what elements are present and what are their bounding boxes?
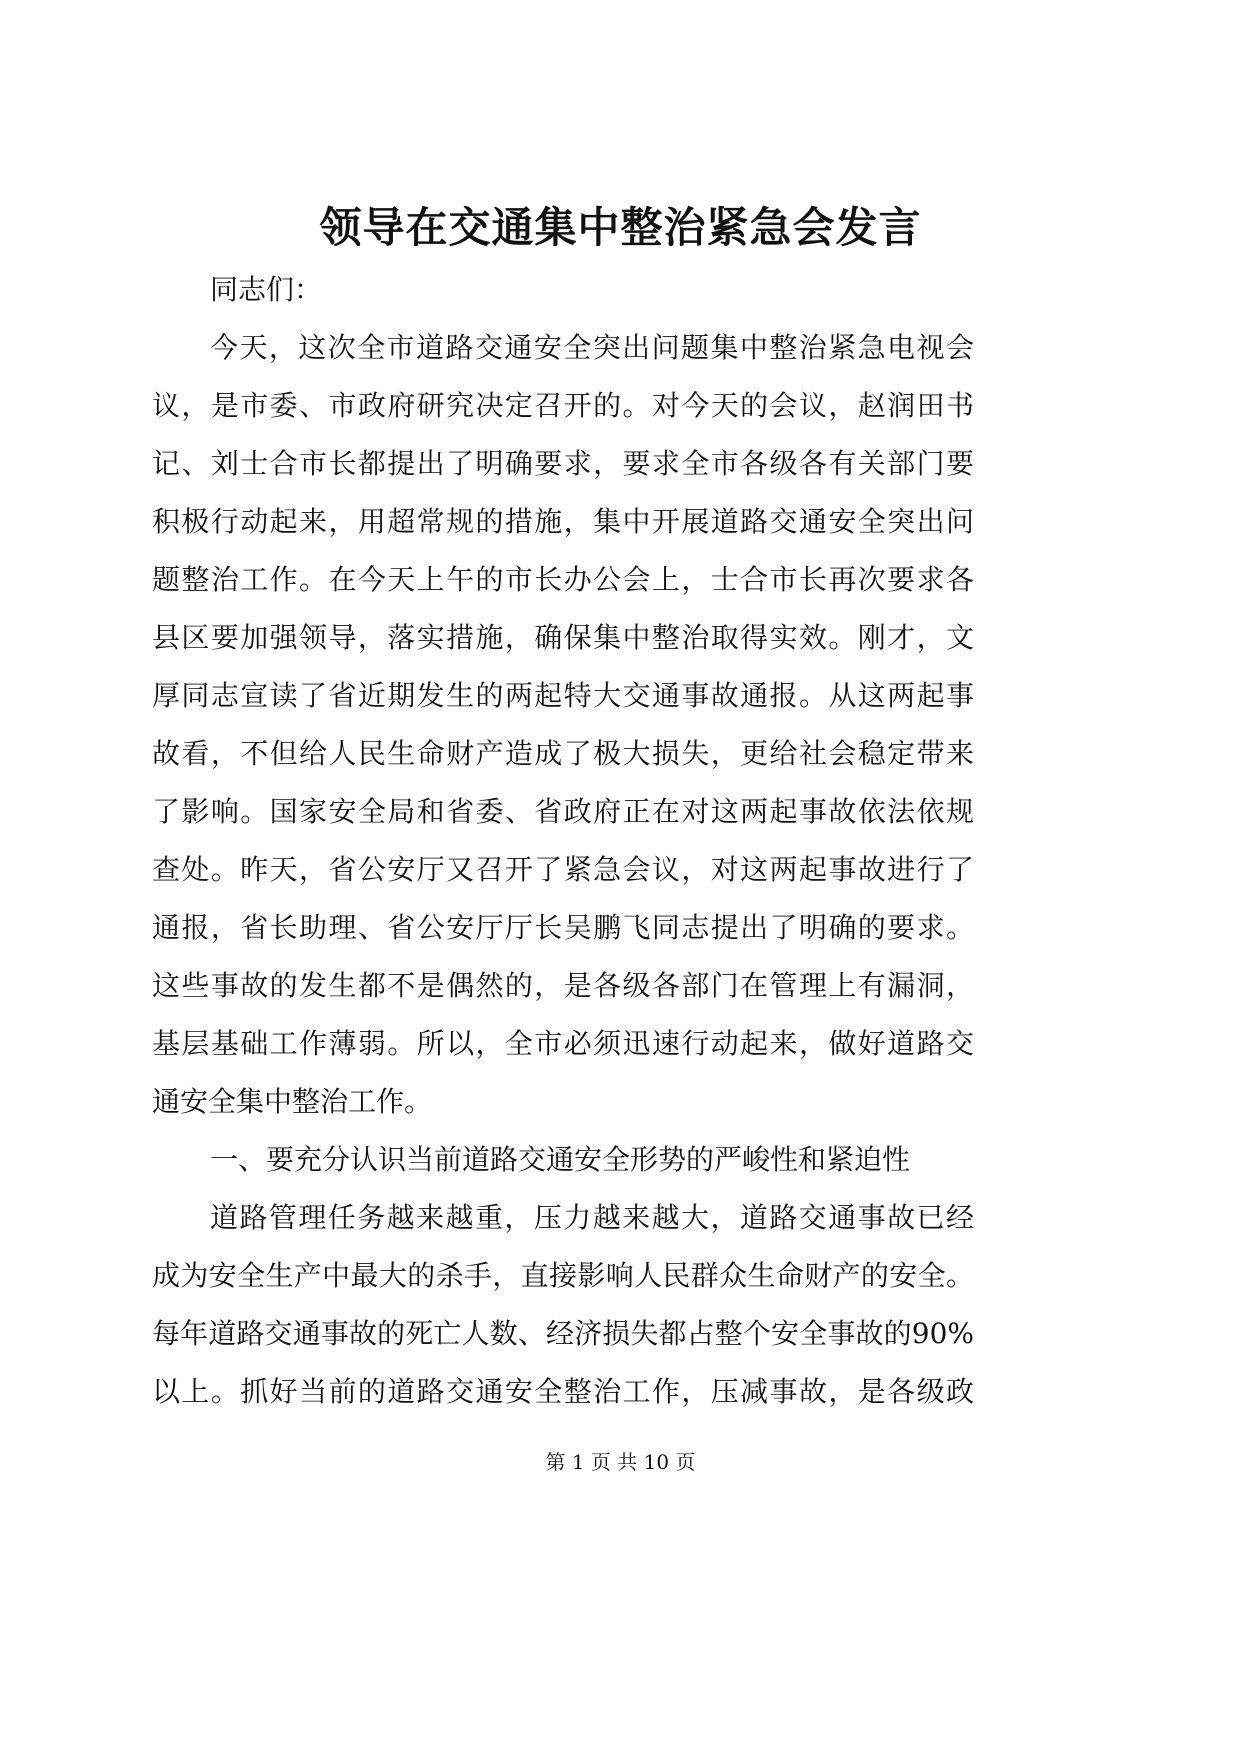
paragraph-line: 议，是市委、市政府研究决定召开的。对今天的会议，赵润田书 (152, 389, 974, 422)
paragraph-line: 查处。昨天，省公安厅又召开了紧急会议，对这两起事故进行了 (152, 853, 974, 886)
paragraph-line: 基层基础工作薄弱。所以，全市必须迅速行动起来，做好道路交 (152, 1027, 974, 1060)
paragraph-line: 了影响。国家安全局和省委、省政府正在对这两起事故依法依规 (152, 795, 974, 828)
paragraph-line: 每年道路交通事故的死亡人数、经济损失都占整个安全事故的90% (152, 1317, 974, 1350)
paragraph-line: 通安全集中整治工作。 (152, 1085, 433, 1118)
paragraph-line: 今天，这次全市道路交通安全突出问题集中整治紧急电视会 (210, 331, 974, 364)
document-title: 领导在交通集中整治紧急会发言 (319, 203, 922, 252)
paragraph-line: 题整治工作。在今天上午的市长办公会上，士合市长再次要求各 (152, 563, 974, 596)
paragraph-line: 道路管理任务越来越重，压力越来越大，道路交通事故已经 (210, 1201, 974, 1234)
page-footer: 第 1 页 共 10 页 (545, 1450, 696, 1474)
paragraph-line: 故看，不但给人民生命财产造成了极大损失，更给社会稳定带来 (152, 737, 974, 770)
paragraph-line: 通报，省长助理、省公安厅厅长吴鹏飞同志提出了明确的要求。 (152, 911, 974, 944)
paragraph-line: 厚同志宣读了省近期发生的两起特大交通事故通报。从这两起事 (152, 679, 974, 712)
section-heading: 一、要充分认识当前道路交通安全形势的严峻性和紧迫性 (210, 1143, 911, 1176)
paragraph-line: 积极行动起来，用超常规的措施，集中开展道路交通安全突出问 (152, 505, 974, 538)
paragraph-line: 以上。抓好当前的道路交通安全整治工作，压减事故，是各级政 (152, 1375, 974, 1408)
paragraph-line: 县区要加强领导，落实措施，确保集中整治取得实效。刚才，文 (152, 621, 974, 654)
salutation: 同志们： (210, 273, 323, 306)
document-body (152, 261, 974, 1421)
paragraph-line: 这些事故的发生都不是偶然的，是各级各部门在管理上有漏洞， (152, 969, 974, 1002)
paragraph-line: 记、刘士合市长都提出了明确要求，要求全市各级各有关部门要 (152, 447, 974, 480)
paragraph-line: 成为安全生产中最大的杀手，直接影响人民群众生命财产的安全。 (152, 1259, 974, 1292)
